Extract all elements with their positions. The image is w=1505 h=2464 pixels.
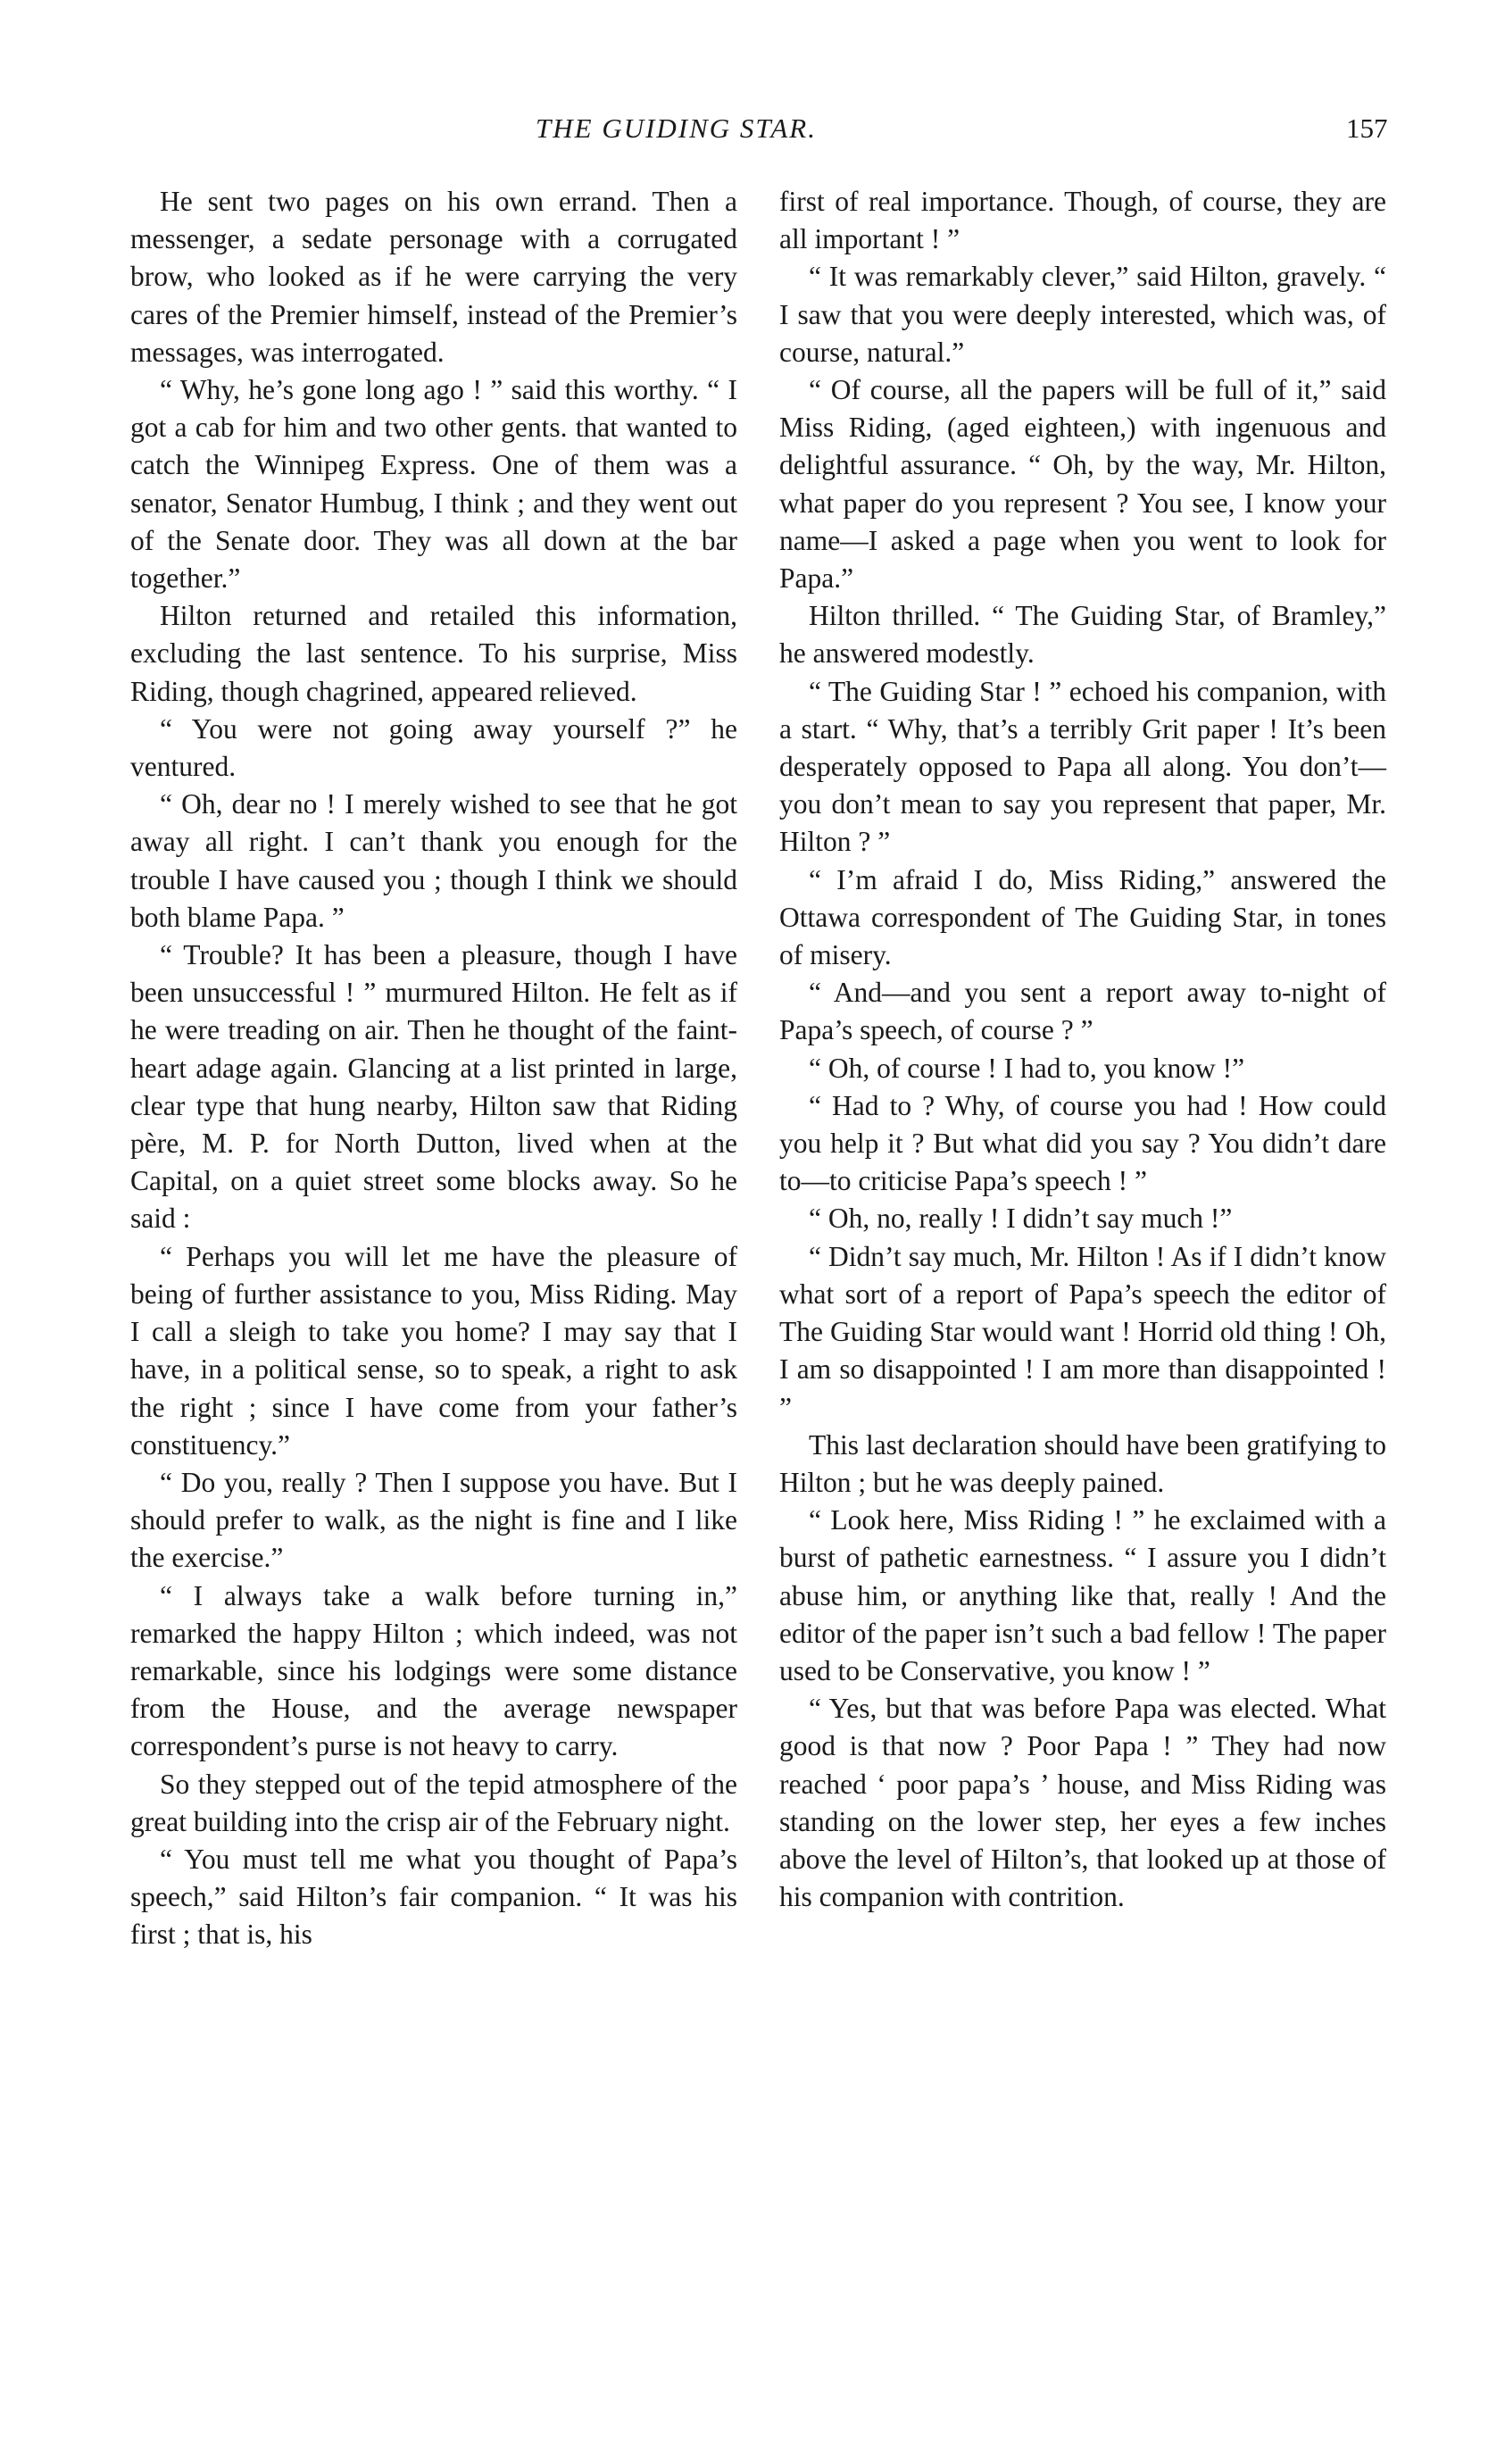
paragraph: “ The Guiding Star ! ” echoed his companion, with a start. “ Why, that’s a terribly Grit paper ! It’s been desperately opposed to Papa all along. You don’t—you don’t mean to say you represent that paper, Mr. Hilton ? ” bbox=[779, 675, 1386, 858]
paragraph: Hilton thrilled. “ The Guiding Star, of Bramley,” he answered modestly. bbox=[779, 600, 1386, 670]
paragraph: This last declaration should have been gratifying to Hilton ; but he was deeply pained. bbox=[779, 1428, 1386, 1498]
page-number: 157 bbox=[1346, 112, 1388, 144]
paragraph: “ Do you, really ? Then I suppose you have. But I should prefer to walk, as the night is fine and I like the exercise.” bbox=[130, 1466, 737, 1574]
paragraph: “ Oh, dear no ! I merely wished to see that he got away all right. I can’t thank you enough for the trouble I have caused you ; though I think we should both blame Papa. ” bbox=[130, 788, 737, 933]
paragraph: “ You were not going away yourself ?” he ventured. bbox=[130, 712, 737, 783]
paragraph: “ I always take a walk before turning in,” remarked the happy Hilton ; which indeed, was not remarkable, since his lodgings were some distance from the House, and the average newspaper correspondent’s purse is not heavy to carry. bbox=[130, 1579, 737, 1762]
paragraph: So they stepped out of the tepid atmosphere of the great building into the crisp air of the February night. bbox=[130, 1768, 737, 1837]
paragraph: “ Perhaps you will let me have the pleasure of being of further assistance to you, Miss Riding. May I call a sleigh to take you home? I may say that I have, in a political sense, so to speak, a right to ask the right ; since I have come from your father’s constituency.” bbox=[130, 1240, 737, 1461]
paragraph: “ And—and you sent a report away to-night of Papa’s speech, of course ? ” bbox=[779, 977, 1386, 1046]
paragraph: He sent two pages on his own errand. Then a messenger, a sedate personage with a corrugated brow, who looked as if he were carrying the very cares of the Premier himself, instead of the Premier’s messages, was interrogated. bbox=[130, 186, 737, 368]
paragraph: “ Didn’t say much, Mr. Hilton ! As if I didn’t know what sort of a report of Papa’s speech the editor of The Guiding Star would want ! Horrid old thing ! Oh, I am so disappointed ! I am more than disappointed ! ” bbox=[779, 1240, 1386, 1423]
paragraph-continued: first of real importance. Though, of course, they are all important ! ” bbox=[779, 186, 1386, 255]
paragraph: “ It was remarkably clever,” said Hilton, gravely. “ I saw that you were deeply interested, which was, of course, natural.” bbox=[779, 261, 1386, 368]
paragraph: “ Had to ? Why, of course you had ! How could you help it ? But what did you say ? You didn’t dare to—to criticise Papa’s speech ! ” bbox=[779, 1089, 1386, 1197]
paragraph: “ Of course, all the papers will be full of it,” said Miss Riding, (aged eighteen,) with ingenuous and delightful assurance. “ Oh, by the way, Mr. Hilton, what paper do you represent ? You see, I know your name—I asked a page when you went to look for Papa.” bbox=[779, 374, 1386, 595]
paragraph: “ Look here, Miss Riding ! ” he exclaimed with a burst of pathetic earnestness. “ I assure you I didn’t abuse him, or anything like that, really ! And the editor of the paper isn’t such a bad fellow ! The paper used to be Conservative, you know ! ” bbox=[779, 1504, 1386, 1686]
paragraph: “ Oh, no, really ! I didn’t say much !” bbox=[809, 1203, 1233, 1235]
paragraph: “ Yes, but that was before Papa was elected. What good is that now ? Poor Papa ! ” They had now reached ‘ poor papa’s ’ house, and Miss Riding was standing on the lower step, her eyes a few inches above the level of Hilton’s, that looked up at those of his companion with contrition. bbox=[779, 1693, 1386, 1913]
paragraph: “ Trouble? It has been a pleasure, though I have been unsuccessful ! ” murmured Hilton. He felt as if he were treading on air. Then he thought of the faint-heart adage again. Glancing at a list printed in large, clear type that hung nearby, Hilton saw that Riding père, M. P. for North Dutton, lived when at the Capital, on a quiet street some blocks away. So he said : bbox=[130, 939, 737, 1235]
left-column bbox=[130, 183, 737, 1954]
right-column bbox=[779, 183, 1386, 1916]
paragraph: Hilton returned and retailed this information, excluding the last sentence. To his surprise, Miss Riding, though chagrined, appeared relieved. bbox=[130, 600, 737, 707]
paragraph: “ Oh, of course ! I had to, you know !” bbox=[809, 1052, 1245, 1084]
paragraph: “ You must tell me what you thought of Papa’s speech,” said Hilton’s fair companion. “ It was his first ; that is, his bbox=[130, 1843, 737, 1951]
running-title: THE GUIDING STAR. bbox=[536, 112, 817, 144]
paragraph: “ I’m afraid I do, Miss Riding,” answered the Ottawa correspondent of The Guiding Star, in tones of misery. bbox=[779, 863, 1386, 971]
paragraph: “ Why, he’s gone long ago ! ” said this worthy. “ I got a cab for him and two other gents. that wanted to catch the Winnipeg Express. One of them was a senator, Senator Humbug, I think ; and they went out of the Senate door. They was all down at the bar together.” bbox=[130, 374, 737, 595]
page-header bbox=[0, 112, 1505, 166]
